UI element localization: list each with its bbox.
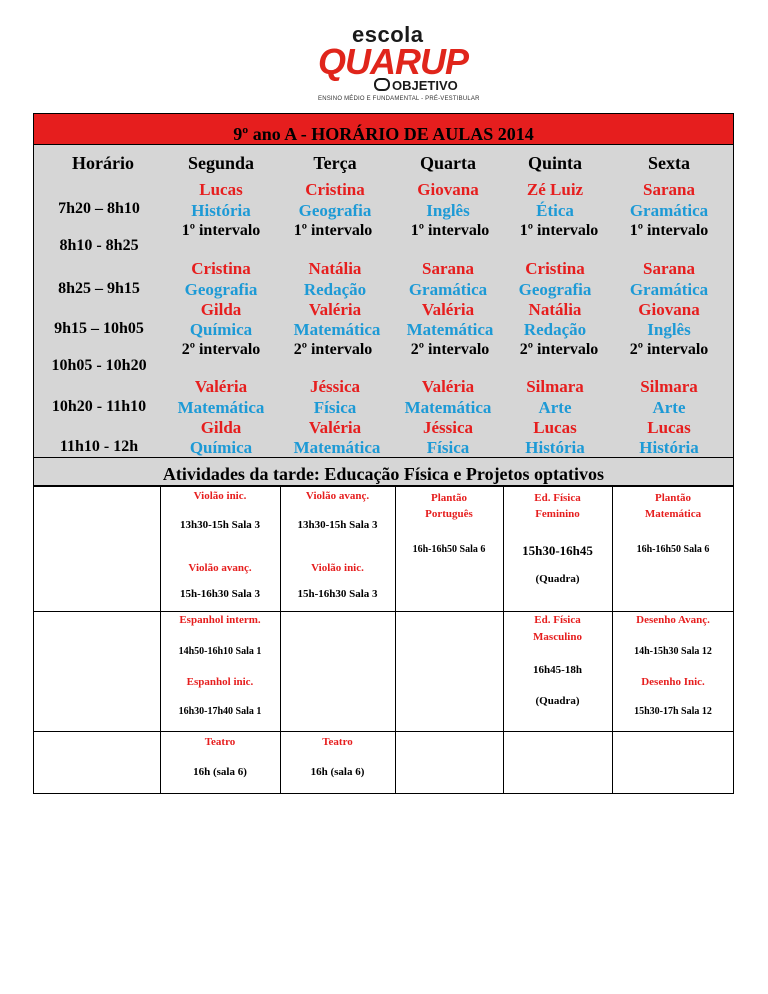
schedule-title: 9º ano A - HORÁRIO DE AULAS 2014 <box>33 113 734 145</box>
teacher-name: Lucas <box>647 418 691 437</box>
activity-name: Teatro <box>204 736 236 748</box>
interval-label: 1º intervalo <box>293 222 373 239</box>
activity-name: Ed. Física <box>534 614 581 626</box>
school-logo <box>318 22 488 102</box>
interval-label: 1º intervalo <box>410 222 490 239</box>
subject-name: História <box>191 201 251 220</box>
subject-name: Matemática <box>406 320 494 339</box>
subject-name: Inglês <box>426 201 470 220</box>
subject-name: Matemática <box>177 398 265 417</box>
activity-name: Violão inic. <box>193 490 247 502</box>
objetivo-icon <box>374 78 390 91</box>
teacher-name: Valéria <box>421 377 475 396</box>
subject-name: Arte <box>538 398 572 417</box>
header-segunda: Segunda <box>187 153 255 173</box>
teacher-name: Valéria <box>421 300 475 319</box>
activity-time: 14h-15h30 Sala 12 <box>634 646 712 657</box>
subject-name: Matemática <box>404 398 492 417</box>
subject-name: Geografia <box>518 280 592 299</box>
teacher-name: Valéria <box>308 300 362 319</box>
activity-location: (Quadra) <box>535 573 580 585</box>
grid-divider <box>395 486 396 794</box>
activity-time: 15h-16h30 Sala 3 <box>297 588 378 600</box>
teacher-name: Jéssica <box>422 418 474 437</box>
activity-time: 16h (sala 6) <box>310 766 365 778</box>
subject-name: Química <box>189 320 253 339</box>
time-slot: 8h10 - 8h25 <box>59 237 139 254</box>
subject-name: História <box>525 438 585 457</box>
activity-name: Plantão <box>430 492 468 504</box>
activity-time: 13h30-15h Sala 3 <box>179 519 261 531</box>
time-slot: 8h25 – 9h15 <box>58 280 140 297</box>
teacher-name: Silmara <box>640 377 698 396</box>
logo-tagline: ENSINO MÉDIO E FUNDAMENTAL - PRÉ-VESTIBULAR <box>318 96 480 102</box>
subject-name: História <box>639 438 699 457</box>
interval-label: 2º intervalo <box>181 341 261 358</box>
teacher-name: Valéria <box>308 418 362 437</box>
activity-name: Espanhol inic. <box>186 676 254 688</box>
header-terca: Terça <box>313 153 357 173</box>
teacher-name: Natália <box>528 300 582 319</box>
grid-divider <box>612 486 613 794</box>
activity-time: 16h-16h50 Sala 6 <box>412 544 486 555</box>
header-quinta: Quinta <box>527 153 583 173</box>
interval-label: 1º intervalo <box>181 222 261 239</box>
teacher-name: Lucas <box>533 418 577 437</box>
activity-name: Violão inic. <box>311 562 364 574</box>
logo-escola: escola <box>352 22 424 47</box>
interval-label: 2º intervalo <box>293 341 373 358</box>
activity-name: Teatro <box>322 736 353 748</box>
grid-divider <box>33 611 734 612</box>
afternoon-title: Atividades da tarde: Educação Física e Projetos optativos <box>33 458 734 486</box>
teacher-name: Cristina <box>305 180 365 199</box>
time-slot: 11h10 - 12h <box>59 438 139 455</box>
teacher-name: Sarana <box>643 180 695 199</box>
teacher-name: Lucas <box>199 180 243 199</box>
activity-time: 15h30-16h45 <box>522 543 593 558</box>
grid-divider <box>33 731 734 732</box>
activity-location: (Quadra) <box>535 695 580 707</box>
activity-name: Ed. Física <box>534 492 581 504</box>
activity-name: Violão avanç. <box>305 490 370 502</box>
subject-name: Geografia <box>298 201 372 220</box>
subject-name: Arte <box>652 398 686 417</box>
activity-name: Desenho Avanç. <box>636 614 710 626</box>
header-quarta: Quarta <box>420 153 476 173</box>
subject-name: Física <box>426 438 470 457</box>
activity-time: 16h-16h50 Sala 6 <box>636 544 710 555</box>
interval-label: 2º intervalo <box>410 341 490 358</box>
teacher-name: Gilda <box>200 418 242 437</box>
teacher-name: Cristina <box>191 259 251 278</box>
teacher-name: Gilda <box>200 300 242 319</box>
time-slot: 7h20 – 8h10 <box>58 200 140 217</box>
subject-name: Matemática <box>293 438 381 457</box>
subject-name: Gramática <box>408 280 488 299</box>
interval-label: 2º intervalo <box>519 341 599 358</box>
subject-name: Redação <box>523 320 587 339</box>
logo-objetivo: OBJETIVO <box>374 78 458 93</box>
teacher-name: Zé Luiz <box>526 180 584 199</box>
logo-brand: QUARUP <box>318 41 469 82</box>
subject-name: Geografia <box>184 280 258 299</box>
interval-label: 2º intervalo <box>629 341 709 358</box>
header-sexta: Sexta <box>648 153 690 173</box>
teacher-name: Valéria <box>194 377 248 396</box>
subject-name: Matemática <box>293 320 381 339</box>
time-slot: 10h05 - 10h20 <box>51 357 147 374</box>
time-slot: 9h15 – 10h05 <box>54 320 144 337</box>
header-horario: Horário <box>72 153 134 173</box>
activity-name: Plantão <box>654 492 692 504</box>
subject-name: Gramática <box>629 201 709 220</box>
activity-time: 16h45-18h <box>533 664 582 676</box>
teacher-name: Sarana <box>643 259 695 278</box>
teacher-name: Jéssica <box>309 377 361 396</box>
teacher-name: Cristina <box>525 259 585 278</box>
activity-name: Desenho Inic. <box>641 676 705 688</box>
subject-name: Física <box>313 398 357 417</box>
interval-label: 1º intervalo <box>629 222 709 239</box>
activity-time: 15h30-17h Sala 12 <box>634 706 712 717</box>
interval-label: 1º intervalo <box>519 222 599 239</box>
subject-name: Inglês <box>647 320 691 339</box>
subject-name: Redação <box>303 280 367 299</box>
activity-name: Violão avanç. <box>188 562 252 574</box>
subject-name: Química <box>189 438 253 457</box>
teacher-name: Giovana <box>417 180 479 199</box>
activity-time: 15h-16h30 Sala 3 <box>179 588 261 600</box>
teacher-name: Silmara <box>526 377 584 396</box>
activity-name: Espanhol interm. <box>179 614 261 626</box>
teacher-name: Natália <box>308 259 362 278</box>
subject-name: Gramática <box>629 280 709 299</box>
teacher-name: Giovana <box>638 300 700 319</box>
activity-time: 16h (sala 6) <box>193 766 247 778</box>
activity-time: 13h30-15h Sala 3 <box>297 519 378 531</box>
activity-name: Feminino <box>535 508 580 520</box>
activity-name: Masculino <box>533 631 582 643</box>
teacher-name: Sarana <box>422 259 474 278</box>
activity-name: Matemática <box>644 508 702 520</box>
activity-name: Português <box>425 508 473 520</box>
time-slot: 10h20 - 11h10 <box>51 398 147 415</box>
activity-time: 14h50-16h10 Sala 1 <box>178 646 262 657</box>
activity-time: 16h30-17h40 Sala 1 <box>178 706 262 717</box>
subject-name: Ética <box>536 201 574 220</box>
